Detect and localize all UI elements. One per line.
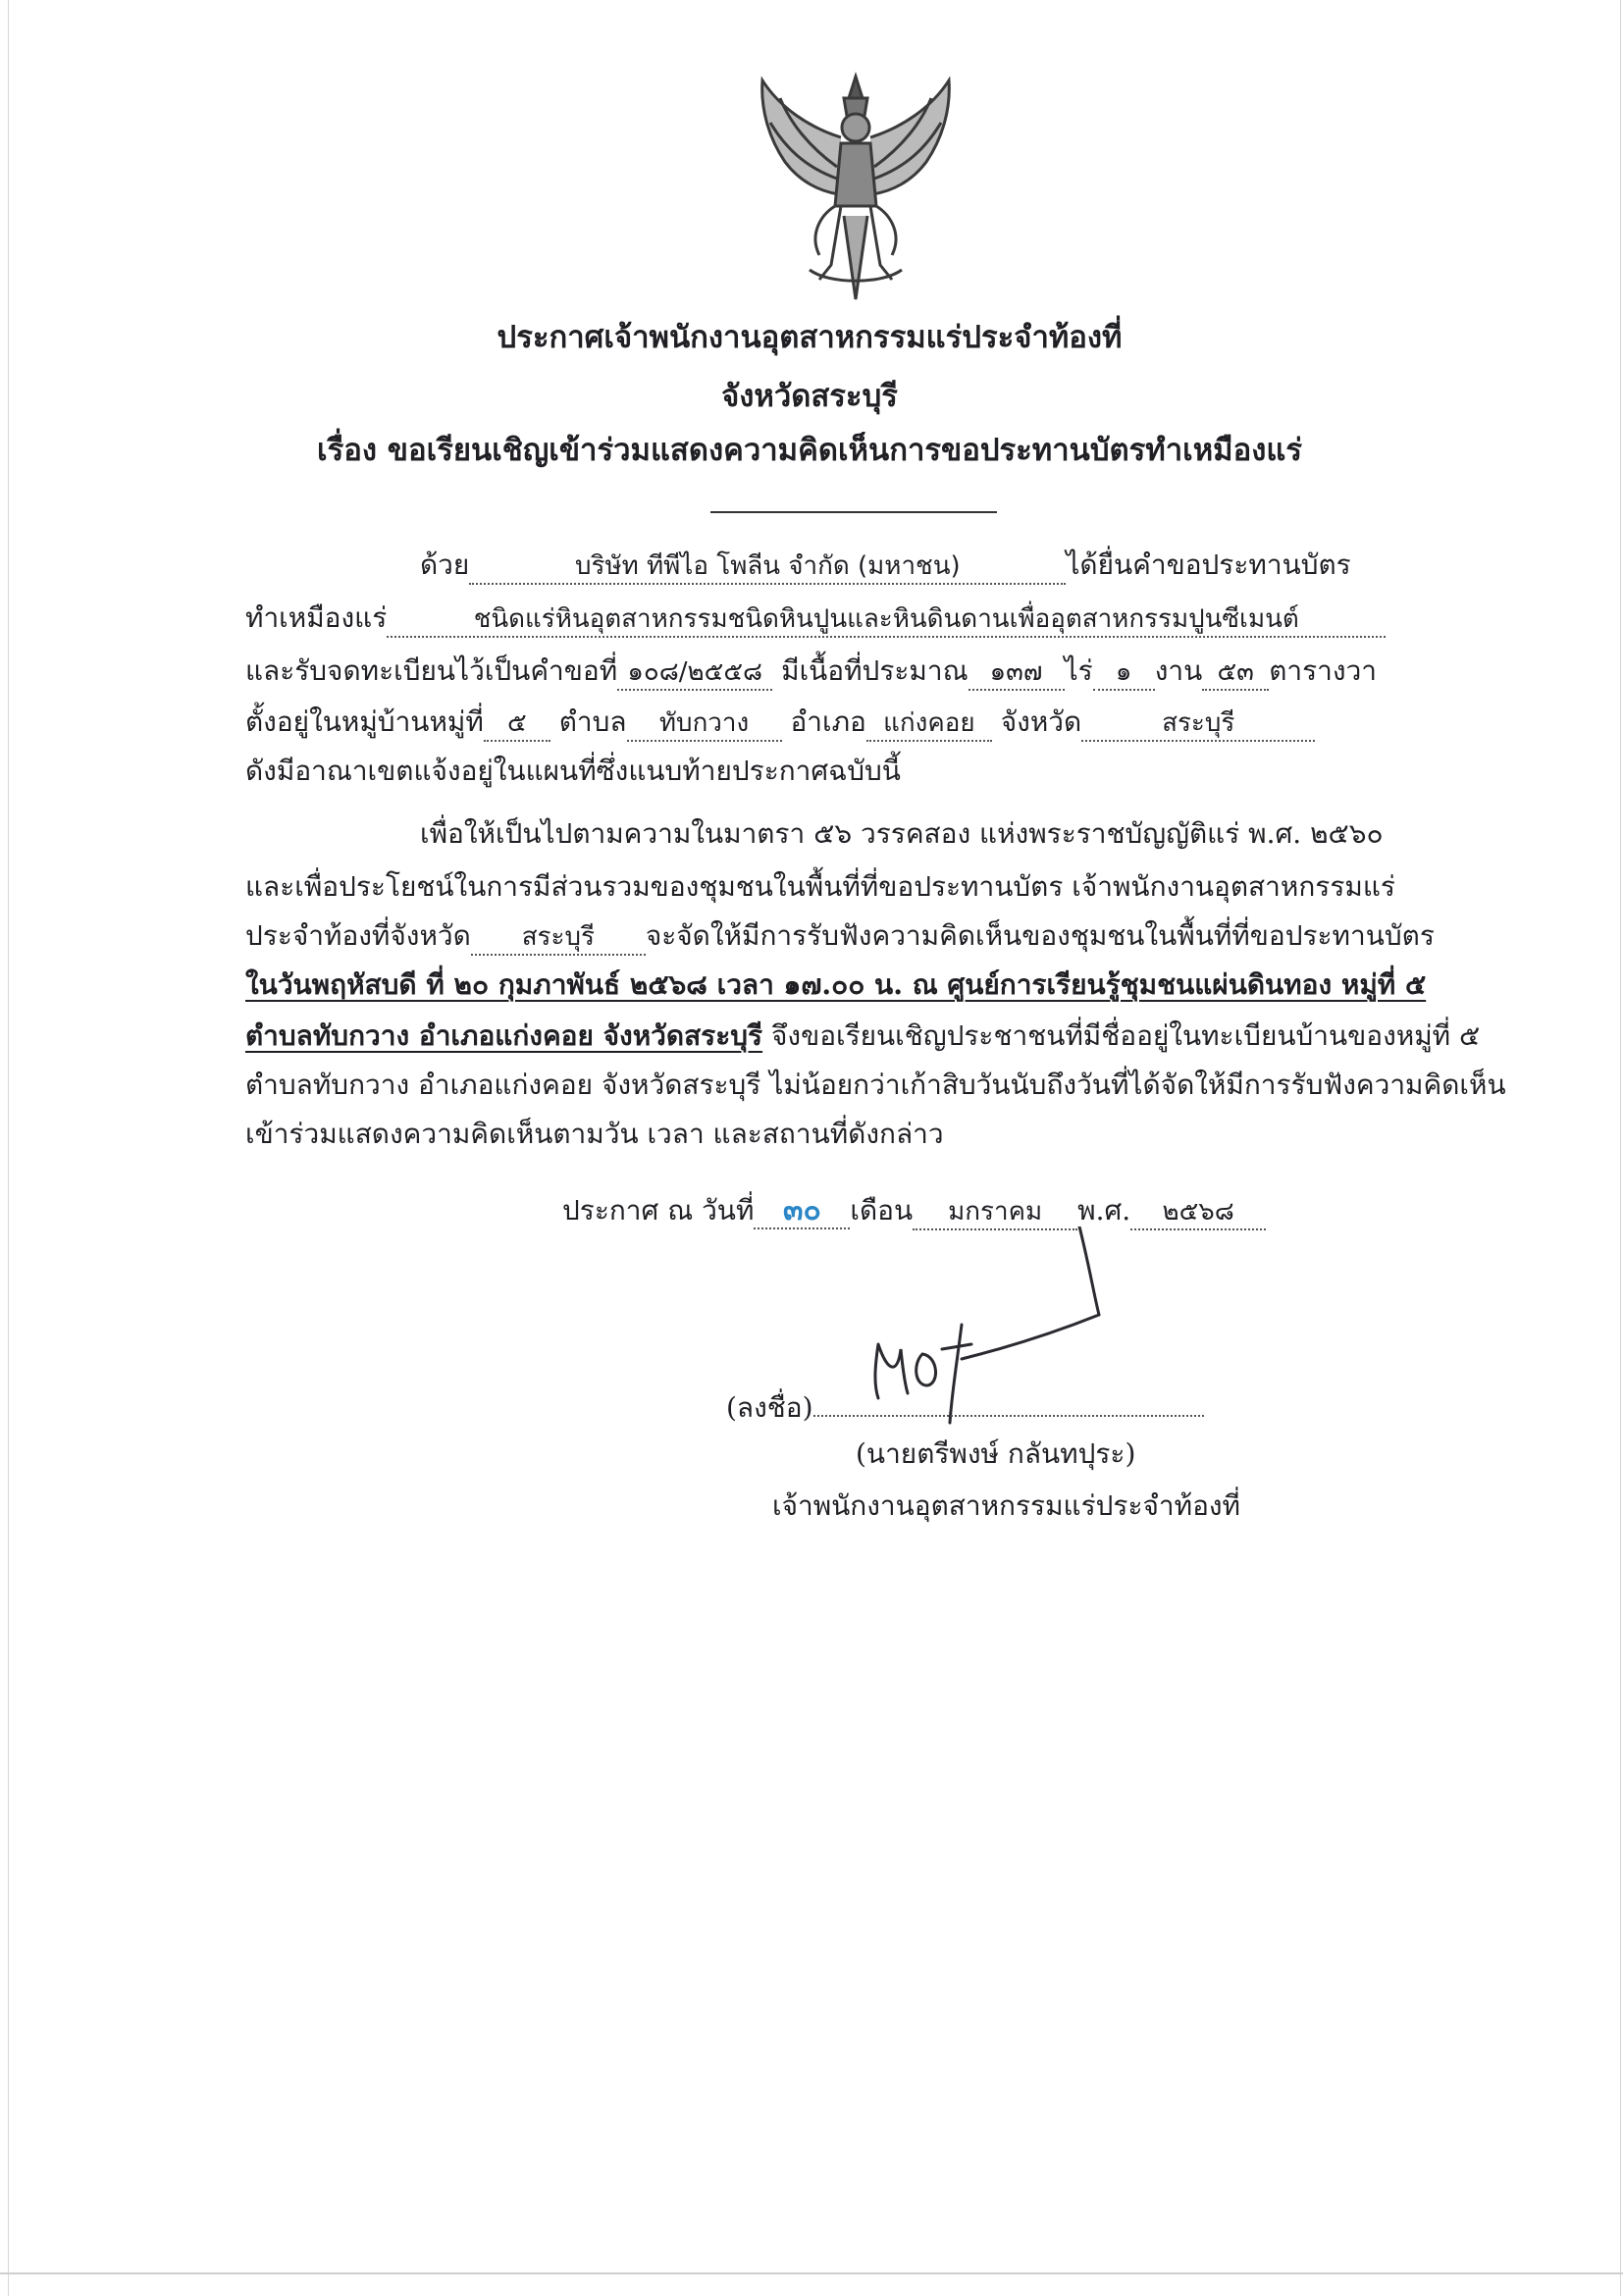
para2-line3 (245, 916, 1435, 956)
tambon-field: ทับกวาง (627, 706, 782, 742)
para2-line6: ตำบลทับกวาง อำเภอแก่งคอย จังหวัดสระบุรี ไม่น้อยกว่าเก้าสิบวันนับถึงวันที่ได้จัดให้มีการรับฟังความคิดเห็น (245, 1069, 1506, 1101)
text-label: ตารางวา (1269, 654, 1378, 687)
para1-line4 (245, 703, 1315, 742)
area-wa-field: ๕๓ (1202, 655, 1269, 691)
text-label: จังหวัด (1000, 705, 1082, 738)
text-label: และรับจดทะเบียนไว้เป็นคำขอที่ (245, 654, 618, 687)
text-label: ด้วย (420, 548, 470, 581)
sign-label: (ลงชื่อ) (726, 1391, 813, 1424)
header-subject: เรื่อง ขอเรียนเชิญเข้าร่วมแสดงความคิดเห็นการขอประทานบัตรทำเหมืองแร่ (317, 433, 1302, 468)
text-label: จึงขอเรียนเชิญประชาชนที่มีชื่ออยู่ในทะเบียนบ้านของหมู่ที่ ๕ (770, 1019, 1481, 1052)
para2-line7: เข้าร่วมแสดงความคิดเห็นตามวัน เวลา และสถานที่ดังกล่าว (245, 1118, 944, 1150)
area-rai-field: ๑๓๗ (969, 655, 1065, 691)
sign-line (726, 1388, 1204, 1428)
month-field: มกราคม (913, 1195, 1077, 1230)
header-province: จังหวัดสระบุรี (721, 379, 898, 414)
para2-line4-date-venue: ในวันพฤหัสบดี ที่ ๒๐ กุมภาพันธ์ ๒๕๖๘ เวลา ๑๗.๐๐ น. ณ ศูนย์การเรียนรู้ชุมชนแผ่นดินทอง หมู่ที่ ๕ (245, 968, 1427, 1001)
province-field: สระบุรี (1081, 706, 1315, 742)
province-field-2: สระบุรี (471, 920, 646, 956)
text-label: จะจัดให้มีการรับฟังความคิดเห็นของชุมชนในพื้นที่ที่ขอประทานบัตร (645, 919, 1435, 952)
mineral-field: ชนิดแร่หินอุตสาหกรรมชนิดหินปูนและหินดินดานเพื่ออุตสาหกรรมปูนซีเมนต์ (387, 602, 1386, 638)
text-label: อำเภอ (790, 705, 866, 738)
text-label: งาน (1154, 654, 1203, 687)
text-label: ทำเหมืองแร่ (245, 601, 388, 634)
amphoe-field: แก่งคอย (866, 706, 992, 742)
header-divider (710, 511, 997, 513)
date-line (562, 1191, 1266, 1230)
garuda-emblem-icon (751, 69, 962, 304)
para1-line1 (420, 546, 1351, 585)
para1-line3 (245, 652, 1377, 691)
text-label: พ.ศ. (1077, 1194, 1131, 1226)
text-label: เดือน (850, 1194, 914, 1226)
text-label: มีเนื้อที่ประมาณ (781, 654, 969, 687)
signature-field (813, 1415, 1204, 1417)
page-edge-bottom (0, 2272, 1623, 2274)
page-edge-left (8, 0, 9, 2296)
text-label: ประจำท้องที่จังหวัด (245, 919, 471, 952)
text-label: ประกาศ ณ วันที่ (562, 1194, 755, 1226)
text-label: ตั้งอยู่ในหมู่บ้านหมู่ที่ (245, 705, 484, 738)
year-field: ๒๕๖๘ (1130, 1195, 1266, 1230)
text-label: ตำบล (558, 705, 627, 738)
para2-line2: และเพื่อประโยชน์ในการมีส่วนรวมของชุมชนในพื้นที่ที่ขอประทานบัตร เจ้าพนักงานอุตสาหกรรมแร่ (245, 870, 1395, 903)
text-label: ไร่ (1064, 654, 1093, 687)
venue-location: ตำบลทับกวาง อำเภอแก่งคอย จังหวัดสระบุรี (245, 1019, 763, 1052)
para1-line5: ดังมีอาณาเขตแจ้งอยู่ในแผนที่ซึ่งแนบท้ายประกาศฉบับนี้ (245, 755, 901, 787)
area-ngan-field: ๑ (1093, 655, 1155, 691)
village-field: ๕ (484, 706, 550, 742)
para2-line1: เพื่อให้เป็นไปตามความในมาตรา ๕๖ วรรคสอง แห่งพระราชบัญญัติแร่ พ.ศ. ๒๕๖๐ (420, 817, 1384, 850)
header-title-line1: ประกาศเจ้าพนักงานอุตสาหกรรมแร่ประจำท้องที่ (497, 320, 1123, 355)
page-edge-right (1620, 0, 1621, 2296)
signer-name: (นายตรีพงษ์ กลันทปุระ) (856, 1437, 1136, 1470)
para1-line2 (245, 599, 1386, 638)
request-number-field: ๑๐๘/๒๕๕๘ (617, 655, 772, 691)
day-field: ๓๐ (754, 1194, 850, 1229)
signer-position: เจ้าพนักงานอุตสาหกรรมแร่ประจำท้องที่ (772, 1489, 1241, 1522)
company-field: บริษัท ทีพีไอ โพลีน จำกัด (มหาชน) (469, 549, 1066, 585)
text-label: ได้ยื่นคำขอประทานบัตร (1066, 548, 1351, 581)
para2-line5 (245, 1017, 1480, 1056)
